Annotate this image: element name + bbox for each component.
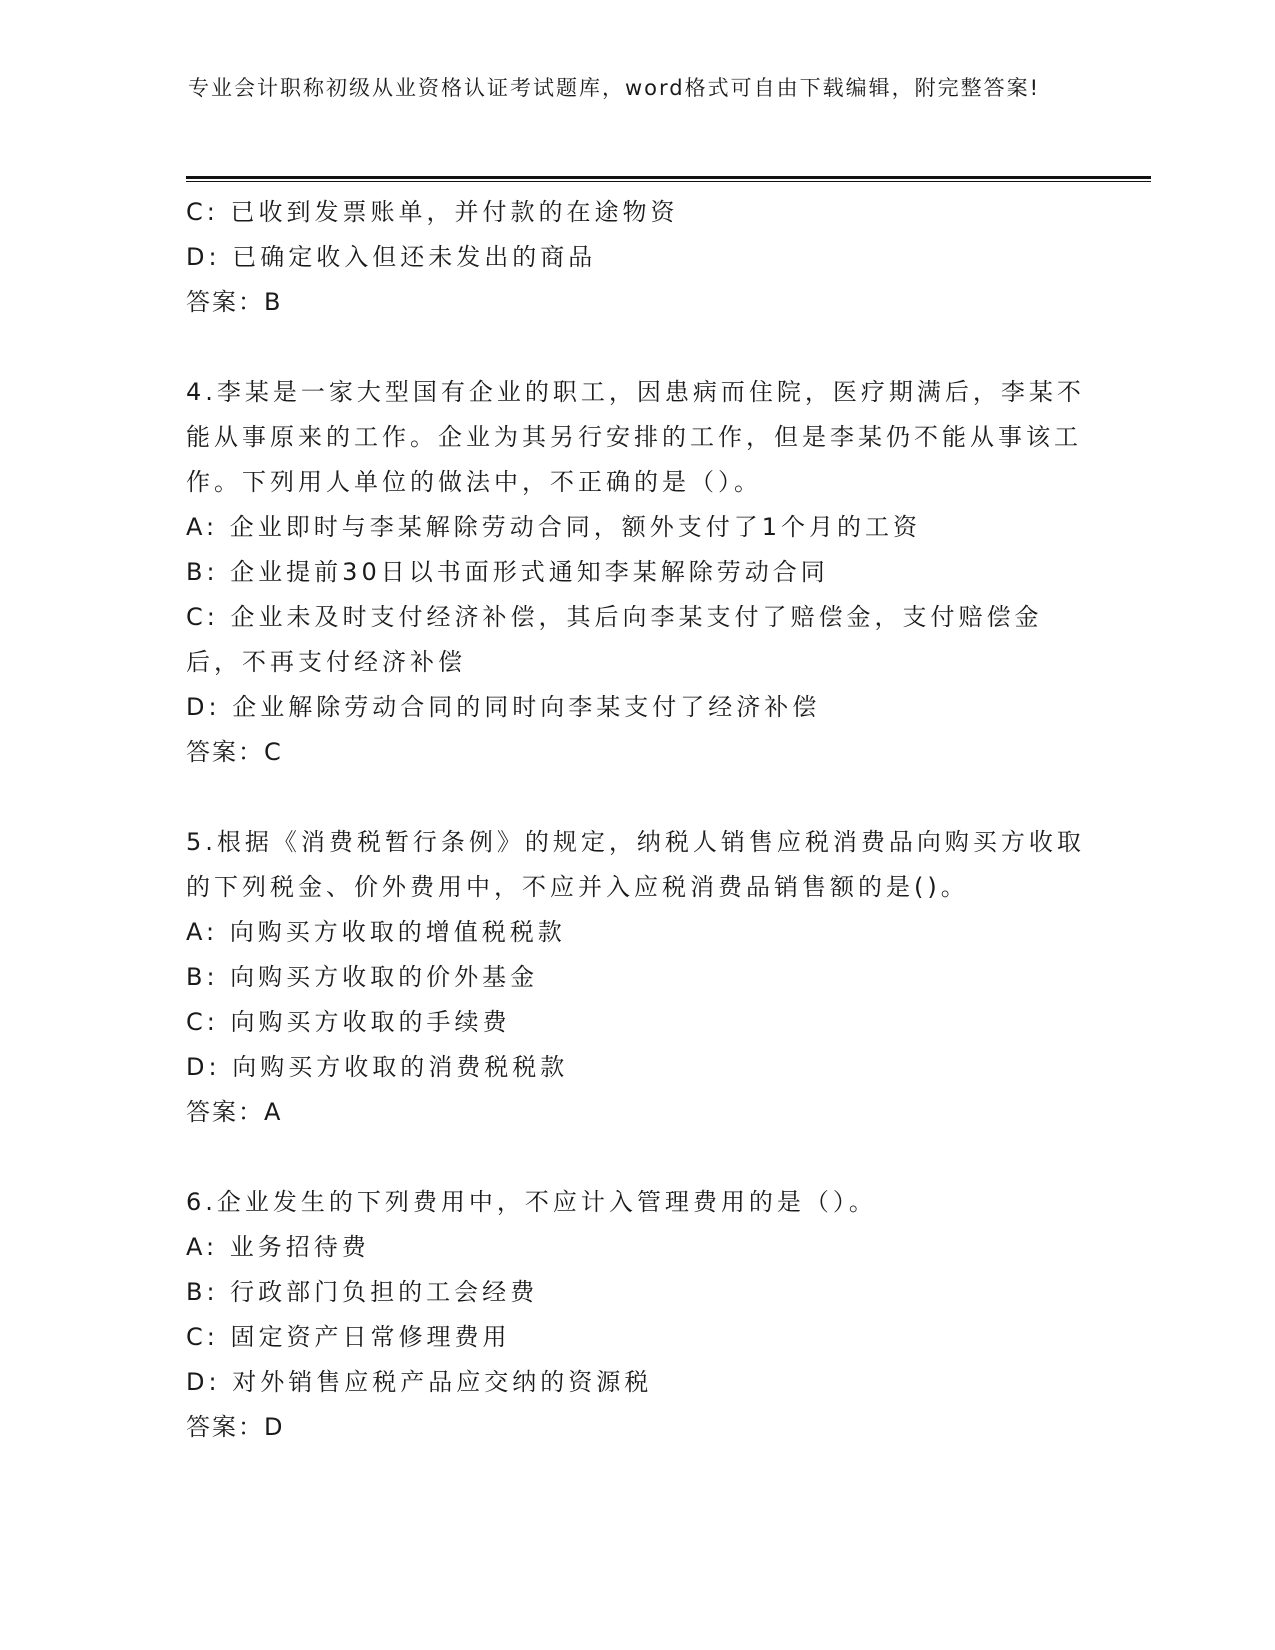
option-a: A: 企业即时与李某解除劳动合同，额外支付了1个月的工资 [186, 513, 921, 541]
question-block [186, 370, 1086, 775]
option-b: B: 行政部门负担的工会经费 [186, 1278, 539, 1306]
spacer [186, 1135, 1086, 1180]
question-block [186, 820, 1086, 1135]
question-block [186, 190, 1086, 325]
answer-line: 答案：B [186, 288, 283, 316]
question-text: 6.企业发生的下列费用中，不应计入管理费用的是（）。 [186, 1188, 877, 1216]
spacer [186, 325, 1086, 370]
question-text: 4.李某是一家大型国有企业的职工，因患病而住院，医疗期满后，李某不能从事原来的工作。企业为其另行安排的工作，但是李某仍不能从事该工作。下列用人单位的做法中，不正确的是（）。 [186, 378, 1085, 496]
option-b: B: 向购买方收取的价外基金 [186, 963, 539, 991]
answer-line: 答案：A [186, 1098, 283, 1126]
option-d: D: 企业解除劳动合同的同时向李某支付了经济补偿 [186, 693, 821, 721]
header-rule-thick [186, 176, 1151, 179]
option-c: C: 已收到发票账单，并付款的在途物资 [186, 198, 679, 226]
option-c: C: 企业未及时支付经济补偿，其后向李某支付了赔偿金，支付赔偿金后，不再支付经济补偿 [186, 603, 1043, 676]
question-block [186, 1180, 1086, 1450]
option-c: C: 向购买方收取的手续费 [186, 1008, 511, 1036]
option-a: A: 向购买方收取的增值税税款 [186, 918, 566, 946]
header-rule-thin [186, 181, 1151, 182]
question-list [186, 190, 1086, 1450]
option-d: D: 对外销售应税产品应交纳的资源税 [186, 1368, 653, 1396]
option-d: D: 已确定收入但还未发出的商品 [186, 243, 597, 271]
question-text: 5.根据《消费税暂行条例》的规定，纳税人销售应税消费品向购买方收取的下列税金、价外费用中，不应并入应税消费品销售额的是()。 [186, 828, 1085, 901]
answer-line: 答案：D [186, 1413, 285, 1441]
spacer [186, 775, 1086, 820]
page-header: 专业会计职称初级从业资格认证考试题库，word格式可自由下载编辑，附完整答案! [188, 76, 1041, 100]
answer-line: 答案：C [186, 738, 283, 766]
option-c: C: 固定资产日常修理费用 [186, 1323, 511, 1351]
option-b: B: 企业提前30日以书面形式通知李某解除劳动合同 [186, 558, 829, 586]
option-d: D: 向购买方收取的消费税税款 [186, 1053, 569, 1081]
option-a: A: 业务招待费 [186, 1233, 370, 1261]
